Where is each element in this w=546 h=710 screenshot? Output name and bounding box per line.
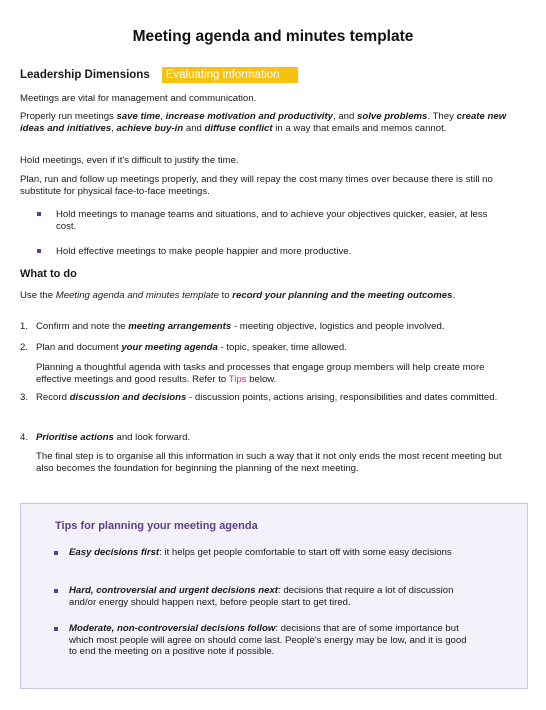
tip-text: : it helps get people comfortable to start off with some easy decisions (159, 547, 452, 558)
intro-bullet-1: Hold meetings to manage teams and situations, and to achieve your objectives quicker, easier, at less cost. (56, 209, 488, 232)
emphasis: record your planning and the meeting outcomes (232, 290, 453, 301)
emphasis: achieve buy-in (116, 122, 184, 134)
text: , (160, 111, 166, 122)
step-number: 3. (20, 392, 29, 403)
text: Properly run meetings (20, 111, 117, 122)
text: - topic, speaker, time allowed. (217, 342, 347, 353)
text: Planning a thoughtful agenda with tasks and processes that engage group members will help create more effective meetings and good results. Refer to (36, 362, 485, 385)
text: , (111, 122, 117, 134)
what-to-do-intro (20, 290, 528, 302)
text: Plan and document (36, 342, 122, 353)
step-2 (20, 342, 528, 354)
bullet-square-icon (54, 627, 58, 631)
text: Use the (20, 290, 56, 301)
emphasis: your meeting agenda (121, 342, 218, 353)
text: . (452, 290, 456, 301)
tip-text: : decisions that are of some importance but which most people will agree on should come last. People's energy may be low, and it is good to end the meeting on a positive note if possible. (69, 623, 467, 658)
leadership-dimensions-label: Leadership Dimensions (20, 68, 150, 81)
tip-item-2 (69, 585, 469, 608)
emphasis: increase motivation and productivity (165, 111, 333, 122)
step-2-detail (36, 362, 514, 385)
bullet-square-icon (37, 212, 41, 216)
tips-panel (20, 503, 528, 689)
text: . They (427, 111, 457, 122)
intro-paragraph-4: Plan, run and follow up meetings properly, and they will repay the cost many times over because there is still no substitute for physical face-to-face meetings. (20, 174, 493, 197)
intro-bullet-2: Hold effective meetings to make people happier and more productive. (56, 246, 352, 257)
step-number: 1. (20, 321, 29, 332)
dimension-tag: Evaluating information (162, 67, 298, 83)
bullet-square-icon (54, 551, 58, 555)
tip-emphasis: Hard, controversial and urgent decisions next (69, 585, 278, 596)
text: and (183, 122, 205, 134)
text: and look forward. (113, 432, 191, 443)
text: below. (246, 373, 277, 385)
leadership-dimensions (20, 66, 298, 83)
tip-item-3 (69, 623, 469, 658)
step-4-detail: The final step is to organise all this information in such a way that it not only ends the most recent meeting but also becomes the foundation for beginning the planning of the next meeting. (36, 451, 502, 474)
intro-paragraph-2 (20, 111, 528, 134)
step-4 (20, 432, 528, 444)
text: to (218, 290, 233, 301)
emphasis: Prioritise actions (36, 432, 114, 443)
emphasis: diffuse conflict (204, 122, 273, 134)
tip-text: : decisions that require a lot of discussion and/or energy should happen next, before people start to get tired. (69, 585, 454, 608)
text: - discussion points, actions arising, responsibilities and dates committed. (186, 392, 498, 403)
tips-link[interactable]: Tips (228, 373, 247, 385)
step-1 (20, 321, 528, 333)
text: Confirm and note the (36, 321, 129, 332)
tip-item-1 (69, 547, 469, 559)
intro-paragraph-1: Meetings are vital for management and communication. (20, 93, 257, 104)
emphasis: discussion and decisions (69, 392, 187, 403)
intro-paragraph-3: Hold meetings, even if it's difficult to justify the time. (20, 155, 239, 166)
emphasis: solve problems (357, 111, 428, 122)
text: - meeting objective, logistics and people involved. (231, 321, 445, 332)
emphasis: meeting arrangements (128, 321, 232, 332)
text: in a way that emails and memos cannot. (272, 122, 447, 134)
tips-title: Tips for planning your meeting agenda (55, 520, 258, 532)
text: , and (333, 111, 358, 122)
bullet-square-icon (37, 249, 41, 253)
bullet-square-icon (54, 589, 58, 593)
step-number: 4. (20, 432, 29, 443)
template-name: Meeting agenda and minutes template (55, 290, 219, 301)
emphasis: save time (116, 111, 161, 122)
tip-emphasis: Moderate, non-controversial decisions follow (69, 623, 276, 634)
emphasis: create new ideas and initiatives (20, 111, 507, 134)
text: Record (36, 392, 70, 403)
step-number: 2. (20, 342, 29, 353)
page-title: Meeting agenda and minutes template (132, 28, 414, 45)
step-3 (20, 392, 510, 404)
what-to-do-heading: What to do (20, 268, 77, 280)
tip-emphasis: Easy decisions first (69, 547, 160, 558)
